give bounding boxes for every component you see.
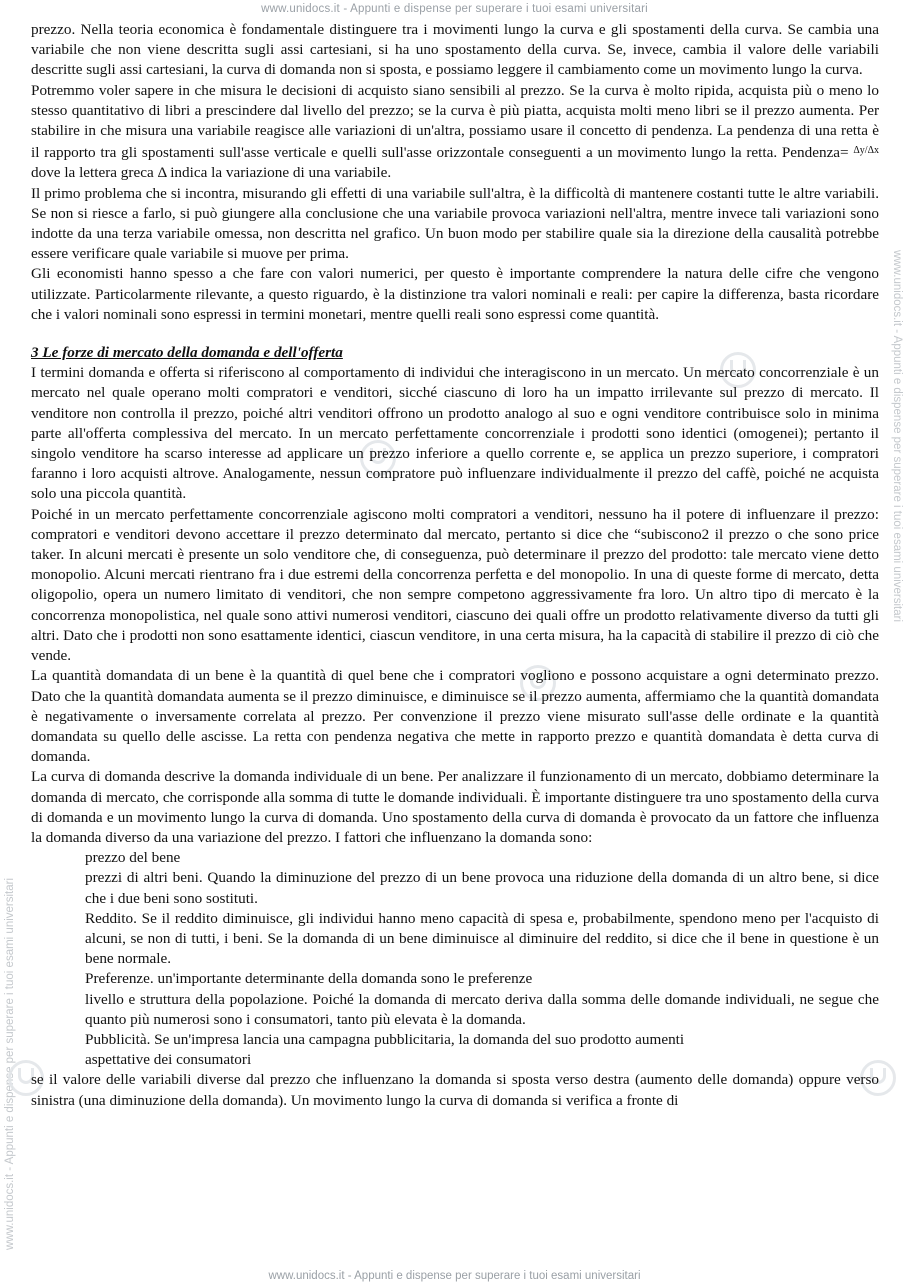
slope-formula: Δy/Δx [853, 145, 879, 157]
footer-watermark: www.unidocs.it - Appunti e dispense per superare i tuoi esami universitari [268, 1270, 641, 1282]
list-item-text: Reddito. Se il reddito diminuisce, gli individui hanno meno capacità di spesa e, probabilmente, spendono meno per l'acquisto di alcuni, se non di tutti, i beni. Se la domanda di un bene diminuisce al diminuire del reddito, si dice che il bene in questione è un bene normale. [85, 909, 879, 968]
paragraph: se il valore delle variabili diverse dal prezzo che influenzano la domanda si sposta verso destra (aumento delle domanda) oppure verso sinistra (una diminuzione della domanda). Un movimento lungo la curva di domanda si verifica a fronte di [31, 1071, 879, 1109]
list-item [31, 969, 879, 989]
paragraph [31, 81, 879, 184]
paragraph: Gli economisti hanno spesso a che fare con valori numerici, per questo è importante comprendere la natura delle cifre che vengono utilizzate. Particolarmente rilevante, a questo riguardo, è la distinzione tra valori nominali e reali: per capire la differenza, basta ricordare che i valori nominali sono espressi in termini monetari, mentre quelli reali sono espressi come quantità. [31, 265, 879, 323]
paragraph-text: dove la lettera greca Δ indica la variazione di una variabile. [31, 164, 392, 182]
list-item [31, 1050, 879, 1070]
list-item-text: livello e struttura della popolazione. Poiché la domanda di mercato deriva dalla somma delle domande individuali, ne segue che quanto più numerosi sono i consumatori, tanto più elevata è la domanda. [85, 990, 879, 1028]
side-watermark-left: www.unidocs.it - Appunti e dispense per superare i tuoi esami universitari [4, 877, 16, 1250]
list-item [31, 1030, 879, 1050]
paragraph: Poiché in un mercato perfettamente concorrenziale agiscono molti compratori a venditori, nessuno ha il potere di influenzare il prezzo: compratori e venditori devono accettare il prezzo determinato dal mercato, pertanto si dice che “subiscono2 il prezzo o che sono price taker. In alcuni mercati è presente un solo venditore che, di conseguenza, può determinare il prezzo del prodotto: tale mercato viene detto monopolio. Alcuni mercati rientrano fra i due estremi della concorrenza perfetta e del monopolio. In una di queste forme di mercato, detta oligopolio, opera un numero limitato di venditori, che non sempre competono aggressivamente fra loro. Un altro tipo di mercato è la concorrenza monopolistica, nel quale sono attivi numerosi venditori, ciascuno dei quali offre un prodotto relativamente diverso da tutti gli altri. Dato che i prodotti non sono esattamente identici, ciascun venditore, in una certa misura, ha la capacità di stabilire il prezzo di ciò che vende. [31, 505, 879, 665]
side-watermark-right: www.unidocs.it - Appunti e dispense per superare i tuoi esami universitari [891, 250, 903, 623]
paragraph: prezzo. Nella teoria economica è fondamentale distinguere tra i movimenti lungo la curva e gli spostamenti della curva. Se cambia una variabile che non viene descritta sugli assi cartesiani, si ha uno spostamento della curva. Se, invece, cambia il valore delle variabili descritte sugli assi cartesiani, la curva di domanda non si sposta, e possiamo leggere il cambiamento come un movimento lungo la curva. [31, 21, 879, 79]
list-item-text: prezzo del bene [85, 849, 181, 867]
list-item-text: aspettative dei consumatori [85, 1051, 252, 1069]
paragraph: I termini domanda e offerta si riferiscono al comportamento di individui che interagiscono in un mercato. Un mercato concorrenziale è un mercato nel quale operano molti compratori e venditori, sicché ciascuno di loro ha un impatto irrilevante sul prezzo di mercato. Il venditore non controlla il prezzo, poiché altri venditori offrono un prodotto analogo al suo e ogni venditore contribuisce solo in minima parte all'offerta complessiva del mercato. In un mercato perfettamente concorrenziale i prodotti sono identici (omogenei); pertanto il singolo venditore ha scarso interesse ad applicare un prezzo inferiore a quello corrente e, se applica un prezzo superiore, i compratori faranno i loro acquisti altrove. Analogamente, nessun compratore può influenzare individualmente il prezzo del caffè, poiché ne acquista solo una piccola quantità. [31, 364, 879, 503]
list-item-text: Preferenze. un'importante determinante della domanda sono le preferenze [85, 970, 533, 988]
document-body [31, 20, 879, 1111]
list-item [31, 909, 879, 970]
list-item [31, 868, 879, 908]
section-heading: 3 Le forze di mercato della domanda e dell'offerta [31, 344, 343, 362]
list-item [31, 990, 879, 1030]
list-item [31, 848, 879, 868]
header-watermark: www.unidocs.it - Appunti e dispense per superare i tuoi esami universitari [261, 3, 648, 15]
paragraph: La quantità domandata di un bene è la quantità di quel bene che i compratori vogliono e possono acquistare a ogni determinato prezzo. Dato che la quantità domandata aumenta se il prezzo diminuisce, e diminuisce se il prezzo aumenta, affermiamo che la quantità domandata è negativamente o inversamente correlata al prezzo. Per convenzione il prezzo viene misurato sull'asse delle ordinate e la quantità domandata su quello delle ascisse. La retta con pendenza negativa che mette in rapporto prezzo e quantità domandata è detta curva di domanda. [31, 667, 879, 766]
list-item-text: Pubblicità. Se un'impresa lancia una campagna pubblicitaria, la domanda del suo prodotto aumenti [85, 1030, 685, 1048]
paragraph: La curva di domanda descrive la domanda individuale di un bene. Per analizzare il funzionamento di un mercato, dobbiamo determinare la domanda di mercato, che corrisponde alla somma di tutte le domande individuali. È importante distinguere tra uno spostamento della curva di domanda e un movimento lungo la curva di domanda. Uno spostamento della curva di domanda è provocato da un fattore che influenza la domanda diverso da una variazione del prezzo. I fattori che influenzano la domanda sono: [31, 768, 879, 846]
paragraph-text: Potremmo voler sapere in che misura le decisioni di acquisto siano sensibili al prezzo. Se la curva è molto ripida, acquista più o meno lo stesso quantitativo di libri a prescindere dal livello del prezzo; se la curva è più piatta, acquista molti meno libri se il prezzo aumenta. Per stabilire in che misura una variabile reagisce alle variazioni di un'altra, possiamo usare il concetto di pendenza. La pendenza di una retta è il rapporto tra gli spostamenti sull'asse verticale e quelli sull'asse orizzontale conseguenti a un movimento lungo la retta. Pendenza= [31, 81, 879, 162]
list-item-text: prezzi di altri beni. Quando la diminuzione del prezzo di un bene provoca una riduzione della domanda di un altro bene, si dice che i due beni sono sostituti. [85, 869, 879, 907]
paragraph: Il primo problema che si incontra, misurando gli effetti di una variabile sull'altra, è la difficoltà di mantenere costanti tutte le altre variabili. Se non si riesce a farlo, si può giungere alla conclusione che una variabile provoca variazioni nell'altra, mentre invece tali variazioni sono indotte da una terza variabile omessa, non descritta nel grafico. Un buon modo per stabilire quale sia la direzione della causalità potrebbe essere verificare quale variabile si muove per prima. [31, 184, 879, 263]
